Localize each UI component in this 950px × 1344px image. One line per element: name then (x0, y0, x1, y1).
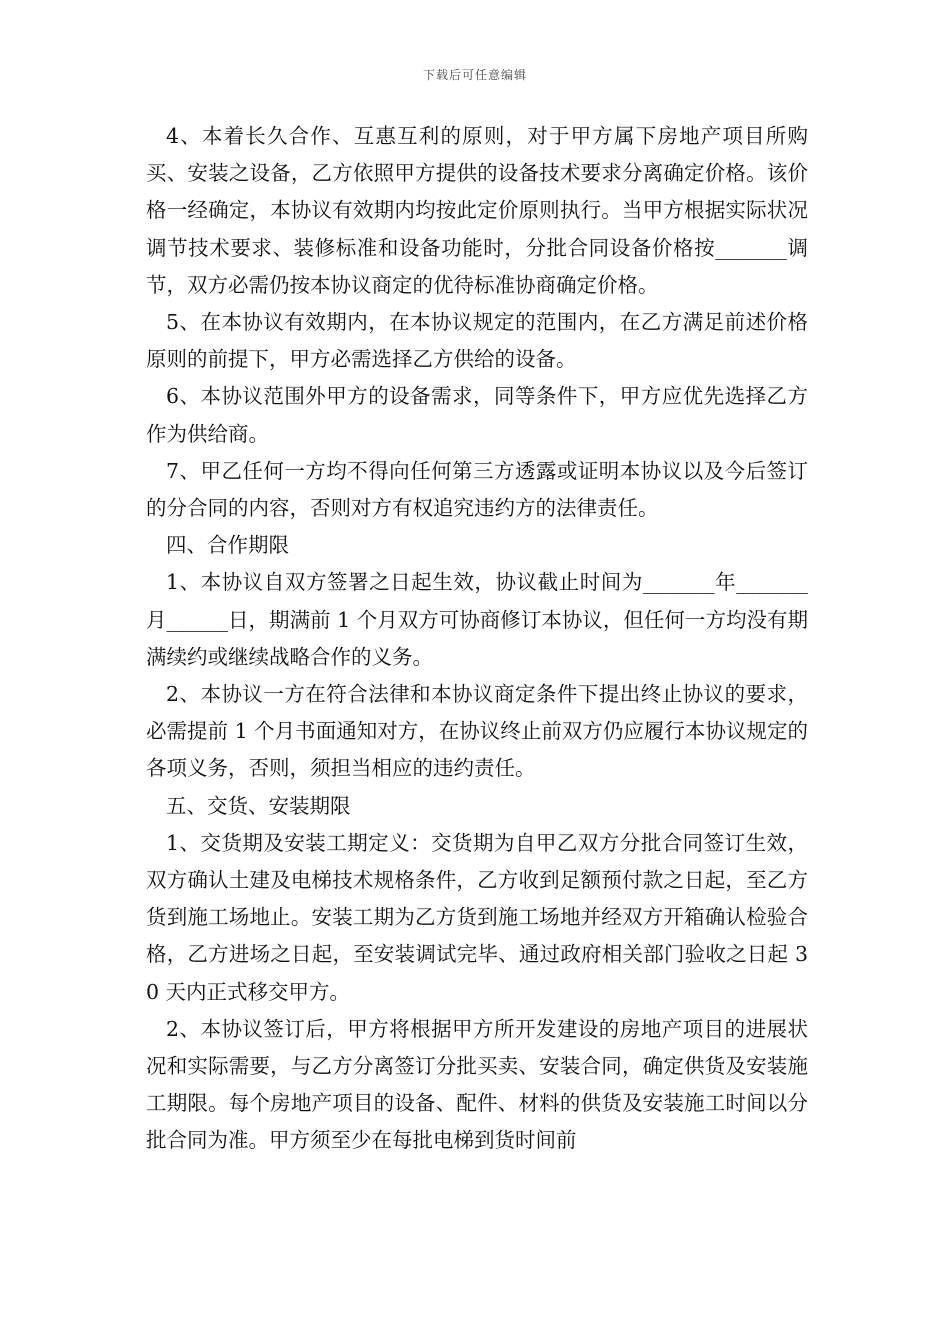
clause-5-paragraph: 5、在本协议有效期内，在本协议规定的范围内，在乙方满足前述价格原则的前提下，甲方必需选择乙方供给的设备。 (146, 310, 808, 372)
document-body (146, 118, 808, 1160)
page-header: 下载后可任意编辑 (422, 68, 527, 82)
clause-4-paragraph: 4、本着长久合作、互惠互利的原则，对于甲方属下房地产项目所购买、安装之设备，乙方依照甲方提供的设备技术要求分离确定价格。该价格一经确定，本协议有效期内均按此定价原则执行。当甲方根据实际状况调节技术要求、装修标准和设备功能时，分批合同设备价格按_______调节，双方必需仍按本协议商定的优待标准协商确定价格。 (146, 124, 808, 297)
clause-7-paragraph: 7、甲乙任何一方均不得向任何第三方透露或证明本协议以及今后签订的分合同的内容，否则对方有权追究违约方的法律责任。 (146, 458, 808, 521)
term-clause-2-paragraph: 2、本协议一方在符合法律和本协议商定条件下提出终止协议的要求，必需提前 1 个月书面通知对方，在协议终止前双方仍应履行本协议规定的各项义务，否则，须担当相应的违约责任。 (146, 682, 808, 781)
section-4-heading: 四、合作期限 (166, 533, 289, 558)
clause-6-paragraph: 6、本协议范围外甲方的设备需求，同等条件下，甲方应优先选择乙方作为供给商。 (146, 384, 808, 446)
delivery-clause-2-paragraph: 2、本协议签订后，甲方将根据甲方所开发建设的房地产项目的进展状况和实际需要，与乙方分离签订分批买卖、安装合同，确定供货及安装施工期限。每个房地产项目的设备、配件、材料的供货及安装施工时间以分批合同为准。甲方须至少在每批电梯到货时间前 (146, 1016, 808, 1153)
delivery-clause-1-paragraph: 1、交货期及安装工期定义：交货期为自甲乙双方分批合同签订生效，双方确认土建及电梯技术规格条件，乙方收到足额预付款之日起，至乙方货到施工场地止。安装工期为乙方货到施工场地并经双方开箱确认检验合格，乙方进场之日起，至安装调试完毕、通过政府相关部门验收之日起 30 天内正式移交甲方。 (146, 830, 808, 1004)
term-clause-1-paragraph: 1、本协议自双方签署之日起生效，协议截止时间为_______年_______月______日，期满前 1 个月双方可协商修订本协议，但任何一方均没有期满续约或继续战略合作的义务。 (146, 570, 808, 669)
section-5-heading: 五、交货、安装期限 (166, 793, 351, 818)
